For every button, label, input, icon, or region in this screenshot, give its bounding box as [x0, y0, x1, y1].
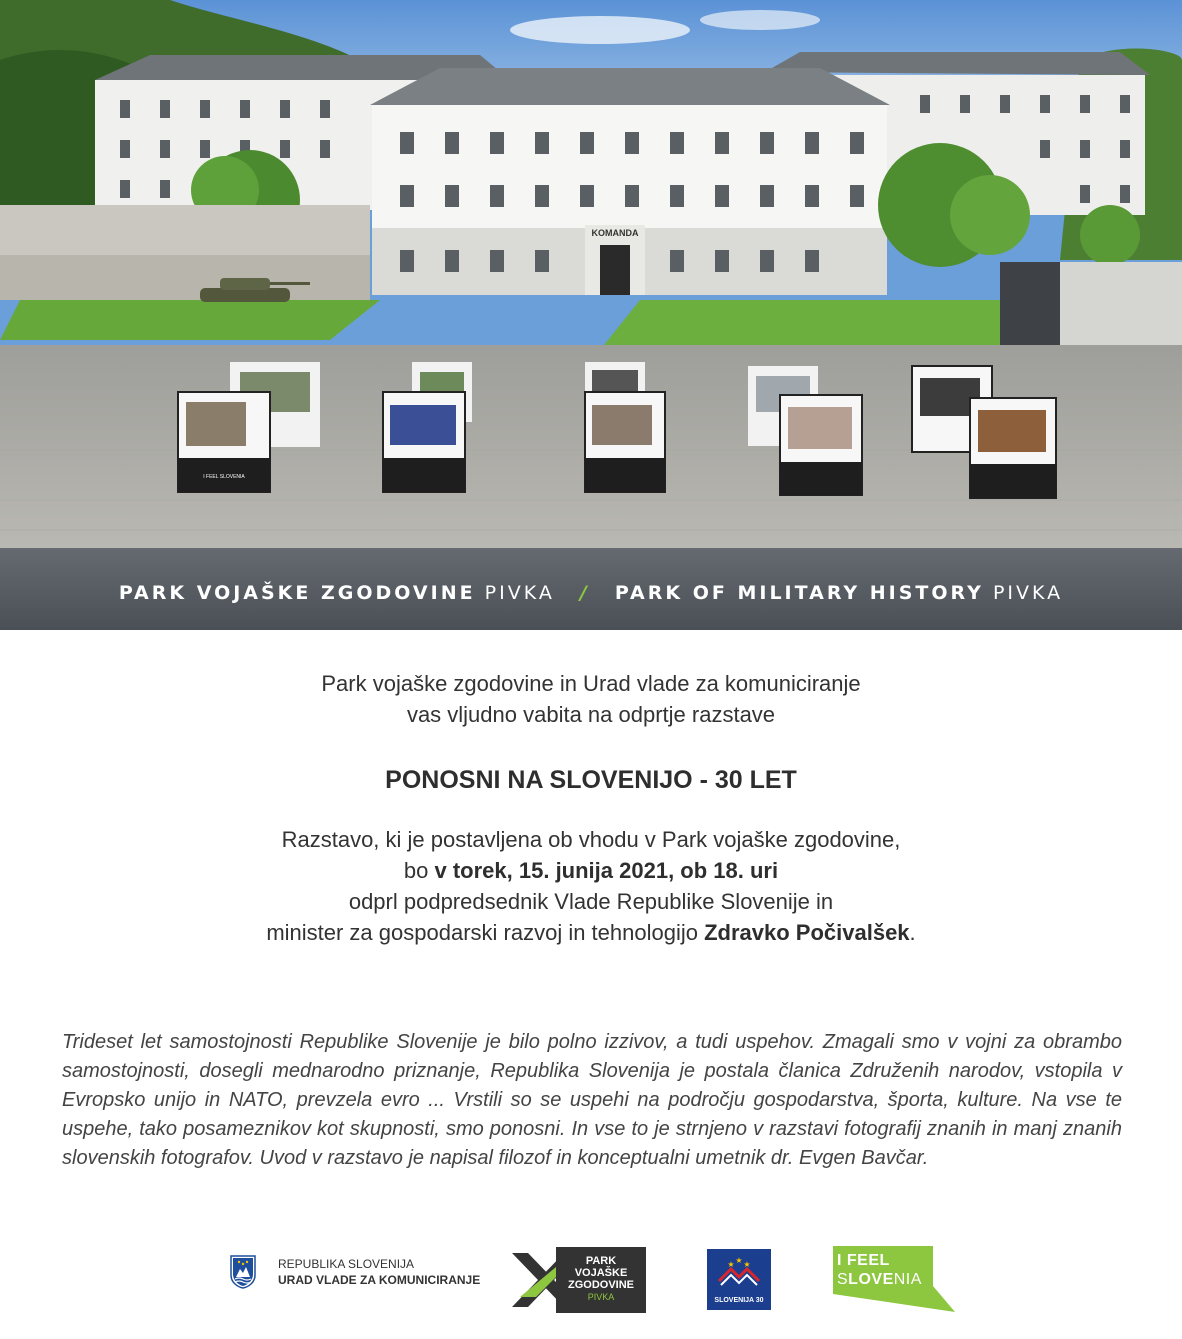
banner-text: [119, 582, 1063, 604]
details-line-4-pre: minister za gospodarski razvoj in tehnologijo: [266, 920, 705, 945]
details-line-2-pre: bo: [403, 858, 435, 883]
ifs-line-2: [837, 1271, 922, 1289]
svg-text:★: ★: [727, 1260, 735, 1269]
park-logo-line-3: ZGODOVINE: [567, 1279, 634, 1291]
exhibition-title: PONOSNI NA SLOVENIJO - 30 LET: [385, 766, 797, 794]
details-line-1: Razstavo, ki je postavljena ob vhodu v Park vojaške zgodovine,: [281, 827, 901, 852]
park-logo-line-1: PARK: [585, 1255, 617, 1267]
event-date: v torek, 15. junija 2021, ob 18. uri: [434, 858, 779, 883]
park-logo-line-2: VOJAŠKE: [574, 1267, 628, 1279]
logo-slovenija-30: [707, 1249, 771, 1310]
rs-line-2: URAD VLADE ZA KOMUNICIRANJE: [278, 1273, 481, 1287]
details-line-2: [0, 855, 1182, 886]
banner-right-bold: PARK OF MILITARY HISTORY: [614, 582, 984, 604]
ifs-s: S: [837, 1271, 849, 1288]
logo-republika-slovenija: [230, 1255, 480, 1289]
panel-caption: I FEEL SLOVENIA: [203, 474, 245, 480]
banner-left-bold: PARK VOJAŠKE ZGODOVINE: [118, 582, 476, 604]
details-line-4-post: .: [909, 920, 916, 945]
details-line-4: [0, 917, 1182, 948]
slovenija-30-mark-icon: [707, 1249, 771, 1295]
banner-separator: /: [579, 582, 590, 604]
svg-text:★: ★: [735, 1256, 743, 1265]
ifs-line-1: I FEEL: [837, 1252, 890, 1269]
park-banner: [0, 548, 1182, 630]
intro: [0, 668, 1182, 730]
park-logo-box: [556, 1247, 646, 1313]
ifs-nia: NIA: [893, 1271, 922, 1288]
invitation-text: [0, 668, 1182, 948]
banner-right-light: PIVKA: [992, 582, 1064, 604]
logo-i-feel-slovenia: [833, 1246, 955, 1312]
rs-line-1: REPUBLIKA SLOVENIJA: [278, 1257, 415, 1271]
svg-text:★: ★: [743, 1260, 751, 1269]
s30-caption: SLOVENIJA 30: [714, 1297, 764, 1304]
event-details: [0, 824, 1182, 948]
museum-photo-illustration: [0, 0, 1182, 630]
details-line-3: odprl podpredsednik Vlade Republike Slovenije in: [348, 889, 834, 914]
minister-name: Zdravko Počivalšek: [704, 920, 910, 945]
logo-park-vojaske-zgodovine: [510, 1247, 646, 1313]
hero-photo: [0, 0, 1182, 630]
intro-line-1: Park vojaške zgodovine in Urad vlade za komuniciranje: [321, 671, 861, 696]
slovenia-crest-icon: [230, 1255, 256, 1289]
intro-line-2: vas vljudno vabita na odprtje razstave: [406, 702, 776, 727]
komanda-sign: KOMANDA: [591, 228, 639, 238]
description-paragraph: Trideset let samostojnosti Republike Slovenije je bilo polno izzivov, a tudi uspehov. Zmagali smo v vojni za obrambo samostojnosti, dosegli mednarodno priznanje, Republika Slovenija je postala članica Združenih narodov, vstopila v Evropsko unijo in NATO, prevzela evro ... Vrstili so se uspehi na področju gospodarstva, športa, kulture. Na vse te uspehe, tako posameznikov kot skupnosti, smo ponosni. In vse to je strnjeno v razstavi fotografij znanih in manj znanih slovenskih fotografov. Uvod v razstavo je napisal filozof in konceptualni umetnik dr. Evgen Bavčar.: [62, 1031, 1122, 1169]
banner-left-light: PIVKA: [484, 582, 555, 604]
park-logo-line-4: PIVKA: [587, 1292, 615, 1302]
ifs-love: LOVE: [848, 1271, 894, 1288]
